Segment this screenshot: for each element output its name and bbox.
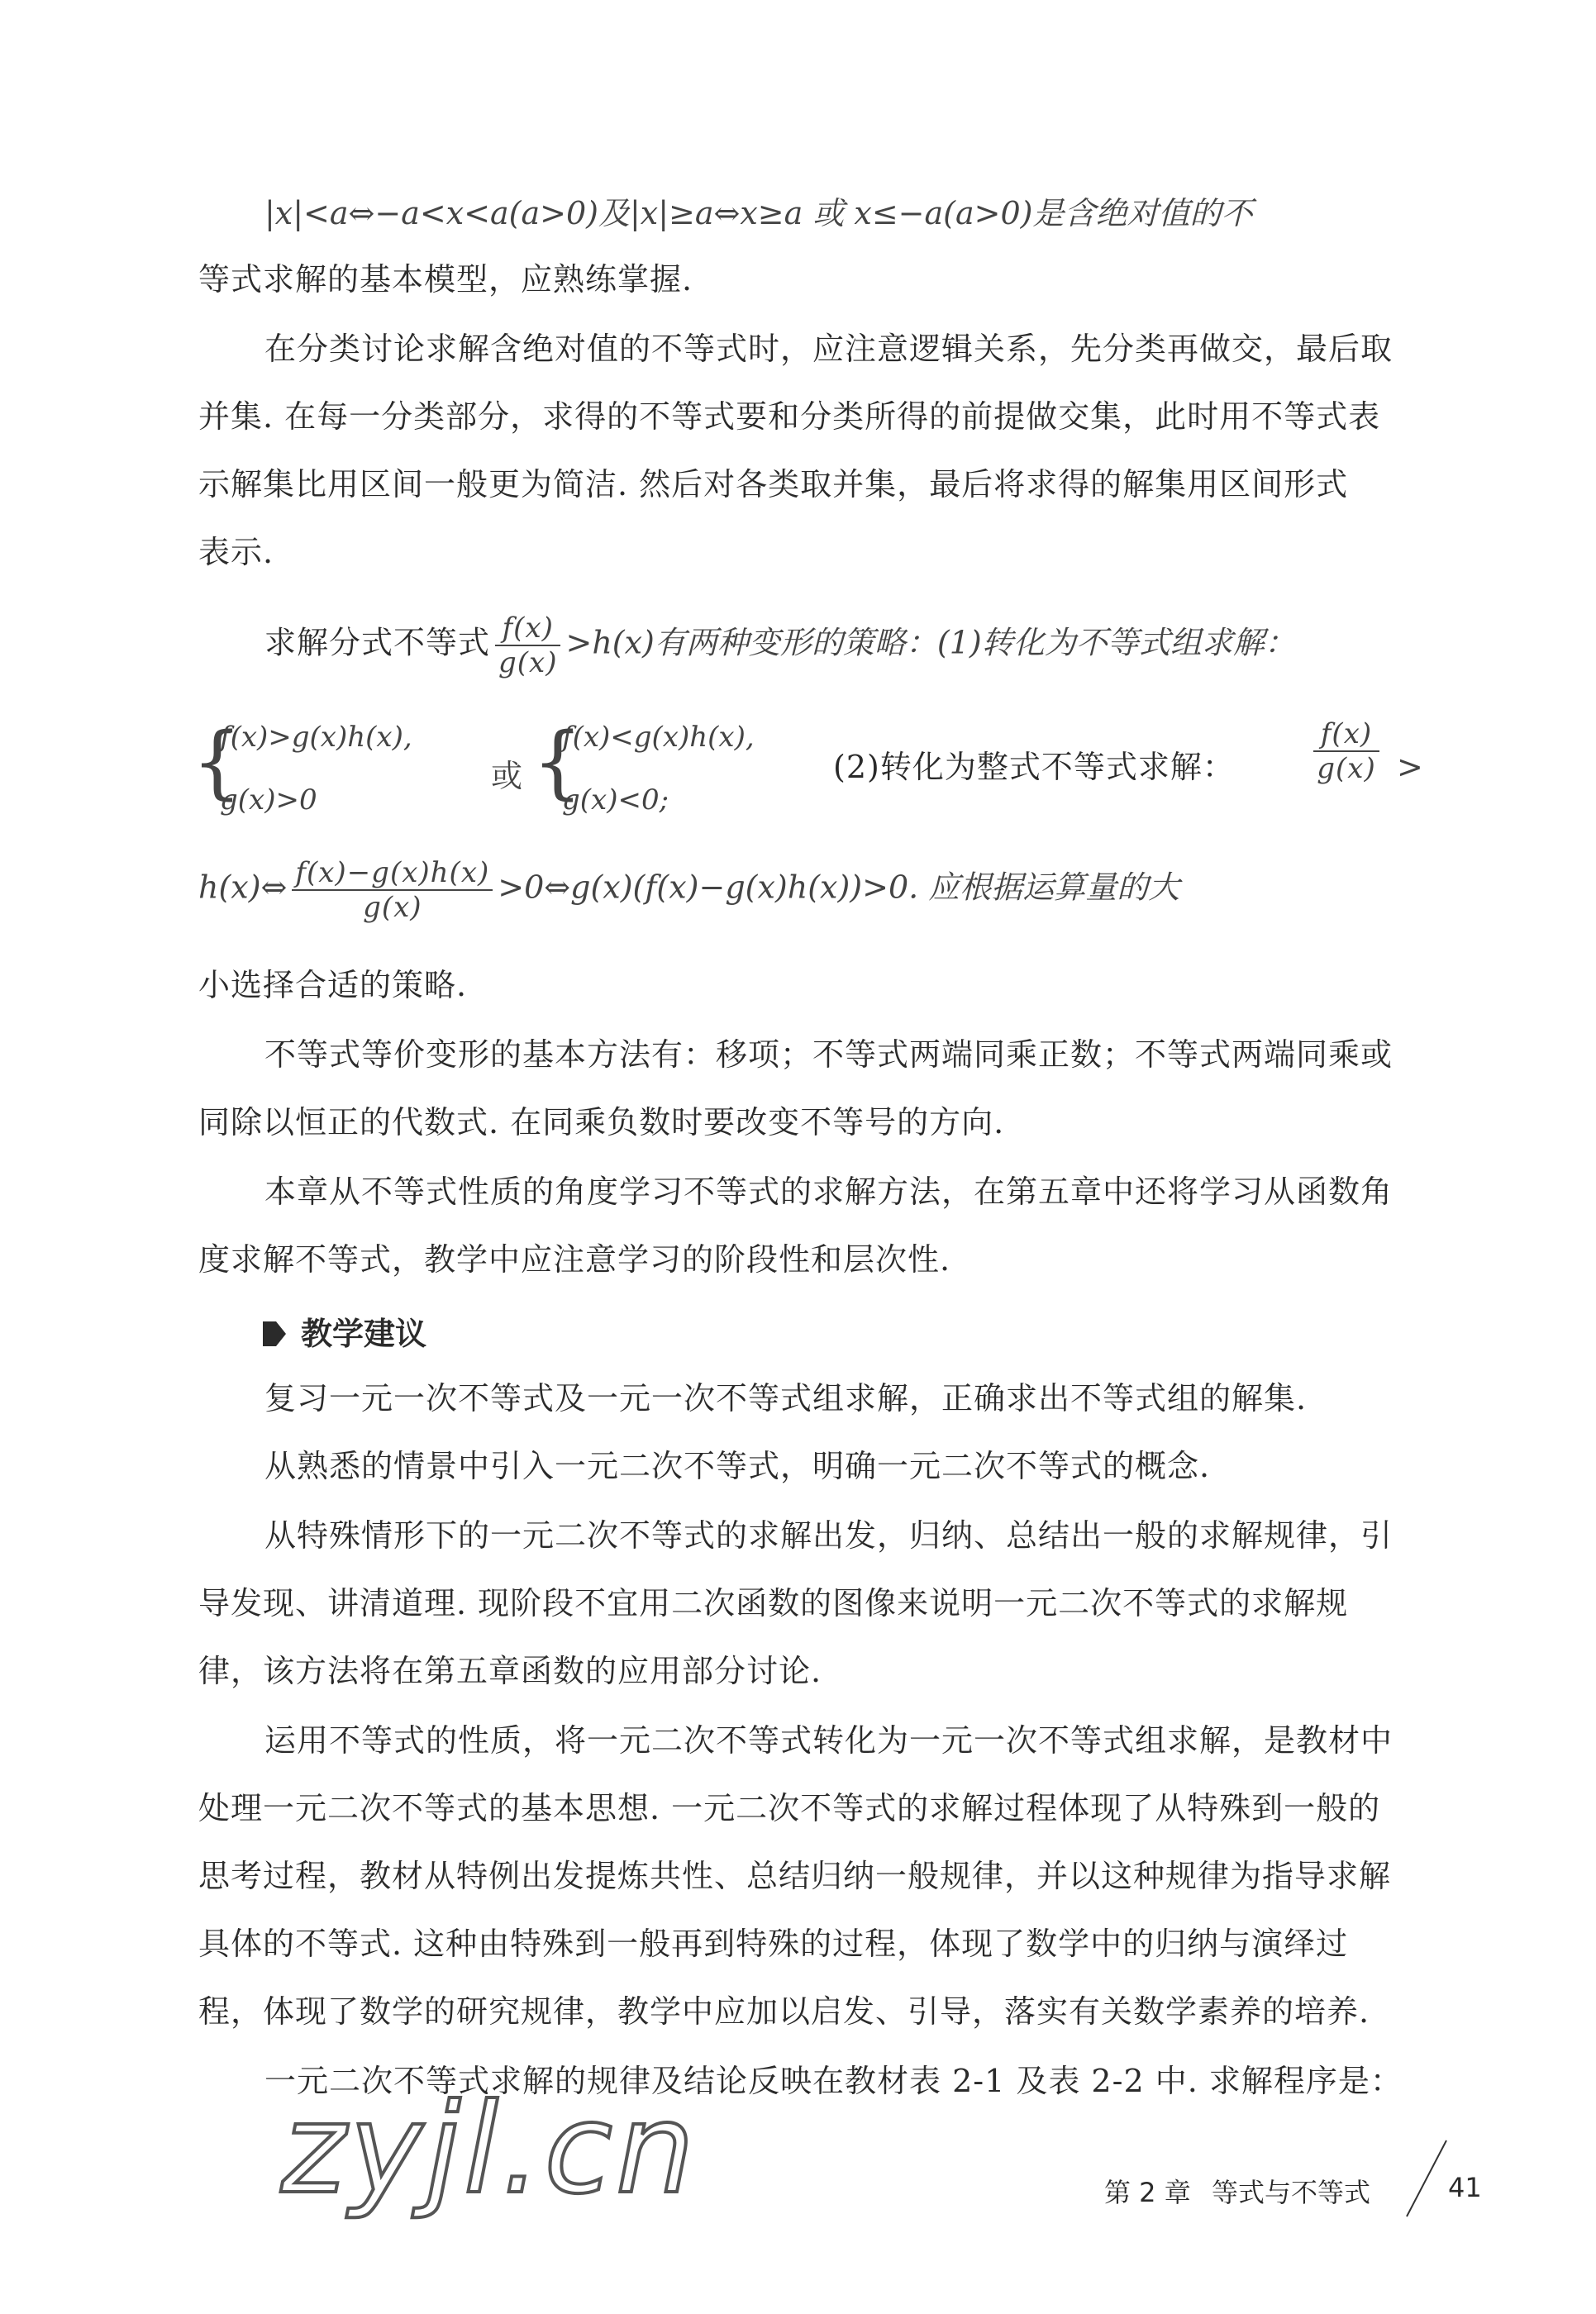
- text-line: 从特殊情形下的一元二次不等式的求解出发，归纳、总结出一般的求解规律，引: [264, 1517, 1394, 1554]
- footer-slash-divider: [1402, 2137, 1451, 2220]
- text-segment: >0⇔g(x)(f(x)−g(x)h(x))>0. 应根据运算量的大: [498, 869, 1180, 906]
- text-line: 小选择合适的策略.: [198, 967, 468, 1003]
- text-line: 处理一元二次不等式的基本思想. 一元二次不等式的求解过程体现了从特殊到一般的: [198, 1790, 1381, 1826]
- text-line: 同除以恒正的代数式. 在同乘负数时要改变不等号的方向.: [198, 1104, 1005, 1140]
- system-row: f(x)<g(x)h(x),: [562, 721, 755, 754]
- text-line: 不等式等价变形的基本方法有：移项；不等式两端同乘正数；不等式两端同乘或: [264, 1036, 1394, 1073]
- fraction: [292, 856, 493, 924]
- triangle-bullet-icon: [263, 1321, 286, 1346]
- text-line: 思考过程，教材从特例出发提炼共性、总结归纳一般规律，并以这种规律为指导求解: [198, 1858, 1392, 1894]
- left-brace: {: [192, 716, 243, 808]
- text-segment: >: [1397, 749, 1424, 785]
- text-line: 复习一元一次不等式及一元一次不等式组求解，正确求出不等式组的解集.: [264, 1380, 1308, 1416]
- svg-text:zyjl.cn: zyjl.cn: [281, 2083, 698, 2221]
- fraction-numerator: f(x)−g(x)h(x): [292, 856, 493, 891]
- heading-text: 教学建议: [301, 1316, 427, 1352]
- fraction-denominator: g(x): [1317, 752, 1376, 785]
- fraction: [1301, 717, 1392, 785]
- text-line: 导发现、讲清道理. 现阶段不宜用二次函数的图像来说明一元二次不等式的求解规: [198, 1585, 1349, 1621]
- text-line: 本章从不等式性质的角度学习不等式的求解方法，在第五章中还将学习从函数角: [264, 1174, 1394, 1210]
- fraction-denominator: g(x): [498, 646, 558, 679]
- system-row: g(x)>0: [220, 783, 317, 817]
- text-line: 一元二次不等式求解的规律及结论反映在教材表 2-1 及表 2-2 中. 求解程序是：: [264, 2063, 1403, 2099]
- page-number: 41: [1448, 2172, 1482, 2203]
- section-heading: [263, 1314, 426, 1354]
- text-line: 在分类讨论求解含绝对值的不等式时，应注意逻辑关系，先分类再做交，最后取: [264, 331, 1394, 367]
- text-line: |x|<a⇔−a<x<a(a>0)及|x|≥a⇔x≥a 或 x≤−a(a>0)是含绝对值的不: [264, 195, 1253, 231]
- fraction-numerator: f(x): [1313, 717, 1379, 752]
- text-line: 运用不等式的性质，将一元二次不等式转化为一元一次不等式组求解，是教材中: [264, 1722, 1394, 1759]
- text-line: 示解集比用区间一般更为简洁. 然后对各类取并集，最后将求得的解集用区间形式: [198, 466, 1349, 502]
- text-line: 具体的不等式. 这种由特殊到一般再到特殊的过程，体现了数学中的归纳与演绎过: [198, 1926, 1349, 1962]
- watermark-logo: [274, 2083, 704, 2223]
- fraction-body: [1313, 717, 1379, 785]
- text-line: 律，该方法将在第五章函数的应用部分讨论.: [198, 1653, 822, 1689]
- text-line: 度求解不等式，教学中应注意学习的阶段性和层次性.: [198, 1241, 951, 1278]
- left-brace: {: [532, 716, 584, 808]
- or-label: 或: [491, 758, 523, 794]
- fraction-numerator: f(x): [495, 612, 560, 646]
- footer-chapter: 第 2 章: [1104, 2177, 1191, 2208]
- text-segment: (2)转化为整式不等式求解：: [833, 749, 1235, 785]
- fraction: [495, 612, 560, 679]
- text-segment: h(x)⇔: [198, 869, 288, 906]
- text-line: 从熟悉的情景中引入一元二次不等式，明确一元二次不等式的概念.: [264, 1448, 1211, 1484]
- system-row: g(x)<0;: [562, 783, 669, 817]
- formula-line: [198, 856, 1430, 924]
- text-line: 表示.: [198, 534, 274, 570]
- formula-line: [264, 612, 1430, 679]
- text-line: 程，体现了数学的研究规律，教学中应加以启发、引导，落实有关数学素养的培养.: [198, 1993, 1370, 2030]
- fraction-denominator: g(x): [363, 891, 422, 924]
- text-segment: 求解分式不等式: [264, 624, 491, 661]
- system-row: f(x)>g(x)h(x),: [220, 721, 412, 754]
- inequality-systems: [192, 712, 787, 828]
- text-line: 等式求解的基本模型，应熟练掌握.: [198, 261, 693, 298]
- text-line: 并集. 在每一分类部分，求得的不等式要和分类所得的前提做交集，此时用不等式表: [198, 398, 1381, 435]
- text-segment: >h(x)有两种变形的策略：(1)转化为不等式组求解：: [565, 624, 1296, 661]
- footer-title: 等式与不等式: [1212, 2177, 1371, 2208]
